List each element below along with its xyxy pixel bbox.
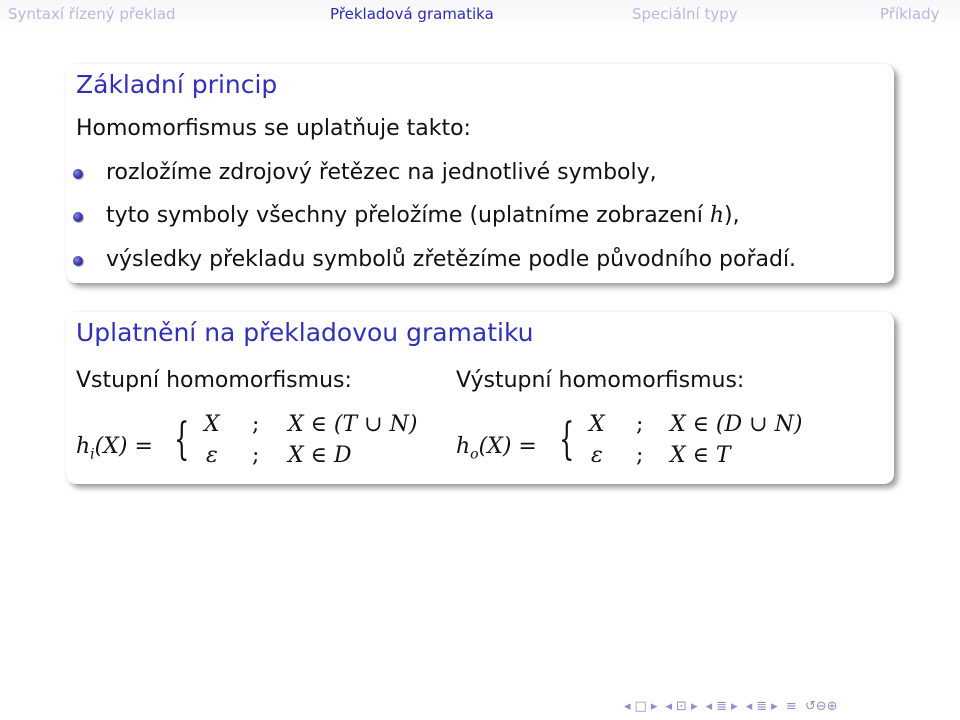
case-separator: ; (636, 412, 644, 437)
nav-item-translation-grammar[interactable]: Překladová gramatika (330, 5, 494, 23)
subsection-prev-icon[interactable]: ◂ (745, 699, 753, 714)
section-next-icon[interactable]: ▸ (731, 699, 738, 714)
input-homomorphism-formula (76, 408, 446, 478)
case-value: X (204, 412, 220, 437)
formula-lhs: $h_i(X)$ = (76, 434, 153, 463)
subframe-prev-icon[interactable]: ◂ (665, 699, 673, 714)
align-icon[interactable]: ≡ (785, 699, 797, 714)
case-condition: X ∈ (T ∪ N) (288, 412, 418, 437)
intro-text: Homomorfismus se uplatňuje takto: (76, 116, 471, 141)
list-item (106, 160, 657, 185)
subsection-icon[interactable]: ≣ (756, 699, 768, 714)
case-separator: ; (636, 443, 644, 468)
list-item (106, 203, 740, 228)
output-homomorphism-label: Výstupní homomorfismus: (456, 368, 745, 393)
nav-item-special-types[interactable]: Speciální typy (632, 5, 738, 23)
frame-prev-icon[interactable]: ◂ (624, 699, 631, 714)
case-condition: X ∈ D (288, 443, 352, 468)
list-item-text-pre: tyto symboly všechny přeložíme (uplatníme zobrazení (106, 203, 710, 228)
left-brace: { (559, 414, 575, 465)
case-condition: X ∈ (D ∪ N) (670, 412, 803, 437)
translation-grammar-block (66, 312, 894, 484)
bullet-ball-icon (73, 169, 83, 179)
list-item (106, 247, 796, 272)
case-condition: X ∈ T (670, 443, 731, 468)
case-value: ε (206, 443, 218, 468)
basic-principle-block (66, 64, 894, 283)
frame-next-icon[interactable]: ▸ (650, 699, 658, 714)
section-prev-icon[interactable]: ◂ (705, 699, 713, 714)
search-zoom-icon[interactable]: ↺⊖⊕ (804, 699, 838, 714)
nav-item-syntax-directed-translation[interactable]: Syntaxí řízený překlad (8, 5, 176, 23)
block-title-application: Uplatnění na překladovou gramatiku (76, 318, 534, 347)
subframe-icon[interactable]: ⊡ (676, 699, 687, 714)
block-title-basic-principle: Základní princip (76, 70, 278, 99)
left-brace: { (174, 414, 190, 465)
case-value: X (589, 412, 605, 437)
formula-lhs: $h_o(X)$ = (456, 434, 537, 463)
math-h: h (709, 203, 724, 228)
output-homomorphism-formula (456, 408, 876, 478)
case-value: ε (591, 443, 603, 468)
bullet-ball-icon (73, 212, 83, 222)
nav-item-examples[interactable]: Příklady (880, 5, 940, 23)
section-icon[interactable]: ≣ (716, 699, 728, 714)
bullet-ball-icon (73, 256, 83, 266)
subsection-next-icon[interactable]: ▸ (771, 699, 778, 714)
beamer-navigation-symbols (624, 699, 842, 713)
section-navigation-bar (0, 0, 960, 28)
subframe-next-icon[interactable]: ▸ (690, 699, 698, 714)
list-item-text: rozložíme zdrojový řetězec na jednotlivé symboly, (106, 160, 657, 185)
case-separator: ; (252, 412, 260, 437)
list-item-text-post: ), (723, 203, 740, 228)
case-separator: ; (252, 443, 260, 468)
input-homomorphism-label: Vstupní homomorfismus: (76, 368, 352, 393)
list-item-text: výsledky překladu symbolů zřetězíme podle původního pořadí. (106, 247, 797, 272)
frame-icon[interactable]: □ (634, 699, 647, 714)
